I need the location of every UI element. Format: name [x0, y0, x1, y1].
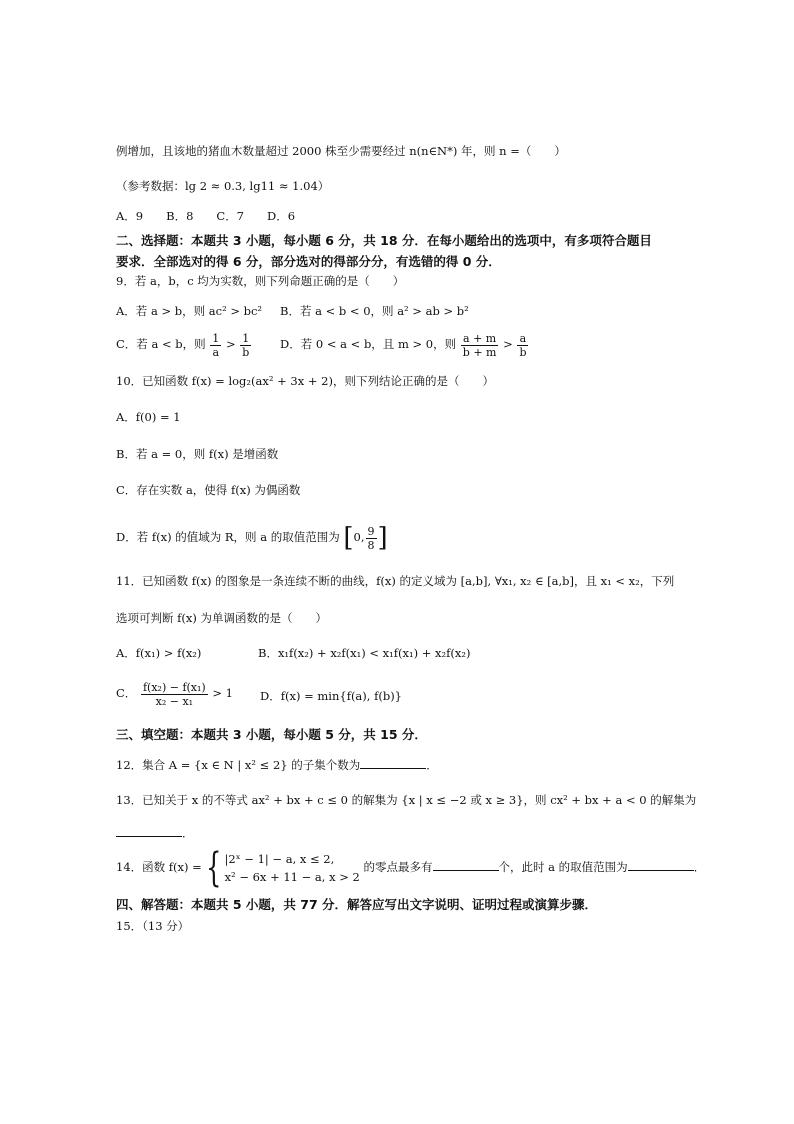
q10-d-right-bracket: ]: [377, 523, 388, 553]
q9-option-b: B．若 a < b < 0，则 a² > ab > b²: [280, 304, 469, 318]
section4-title: 四、解答题：本题共 5 小题，共 77 分．解答应写出文字说明、证明过程或演算步骤．: [116, 897, 598, 912]
q9-c-frac2-den: b: [242, 345, 250, 359]
q9-d-frac1: [461, 332, 499, 359]
q8-stem-tail: 例增加，且该地的猪血木数量超过 2000 株至少需要经过 n(n∈N*) 年，则 n =（ ）: [116, 144, 566, 158]
q13-period: ．: [182, 826, 194, 840]
q9-c-frac1-num: 1: [212, 331, 220, 345]
q14-answer-blank-2[interactable]: [628, 858, 694, 871]
q11-option-d: D．f(x) = min{f(a), f(b)}: [260, 689, 402, 703]
section2-title-line2: 要求．全部选对的得 6 分，部分选对的得部分分，有选错的得 0 分．: [116, 254, 501, 269]
q9-c-frac2: [240, 332, 251, 359]
q11-option-c-label: C．: [116, 686, 137, 700]
q9-c-frac2-num: 1: [240, 332, 251, 346]
section3-title: 三、填空题：本题共 3 小题，每小题 5 分，共 15 分．: [116, 727, 427, 742]
q14-mid: 的零点最多有: [363, 860, 433, 874]
q11-option-a: A．f(x₁) > f(x₂): [116, 646, 202, 660]
q8-reference-data: （参考数据：lg 2 ≈ 0.3, lg11 ≈ 1.04）: [116, 179, 330, 193]
section2-title-line1: 二、选择题：本题共 3 小题，每小题 6 分，共 18 分．在每小题给出的选项中，有多项符合题目: [116, 233, 652, 248]
q9-d-frac2-den: b: [519, 345, 527, 359]
q14-text: 14．函数 f(x) =: [116, 860, 202, 874]
q14-piecewise: [225, 850, 360, 886]
q12-text: 12．集合 A = {x ∈ N | x² ≤ 2} 的子集个数为: [116, 758, 361, 772]
q11-c-frac-den: x₂ − x₁: [155, 694, 194, 708]
q11-option-b: B．x₁f(x₂) + x₂f(x₁) < x₁f(x₁) + x₂f(x₂): [258, 646, 471, 660]
q10-d-left-bracket: [: [343, 523, 354, 553]
q12-answer-blank[interactable]: [360, 756, 426, 769]
q14: [116, 845, 706, 891]
q9-d-frac2-num: a: [517, 332, 528, 346]
q10-option-d: [116, 522, 388, 552]
q14-piece2: x² − 6x + 11 − a, x > 2: [224, 870, 360, 884]
q13-answer-blank[interactable]: [116, 824, 182, 837]
q9-c-frac1: [210, 332, 221, 359]
q14-period: ．: [693, 860, 706, 874]
q12-period: ．: [426, 758, 438, 772]
q9-stem: 9．若 a，b，c 均为实数，则下列命题正确的是（ ）: [116, 274, 405, 288]
q10-d-frac-den: 8: [367, 538, 375, 552]
q9-c-gt: >: [225, 337, 236, 351]
q10-d-frac-num: 9: [367, 524, 375, 538]
q13-line2: [116, 824, 194, 841]
q9-option-c-text: C．若 a < b，则: [116, 337, 206, 351]
q9-d-frac1-num: a + m: [461, 332, 499, 346]
q9-option-d-text: D．若 0 < a < b，且 m > 0，则: [280, 337, 457, 351]
q11-c-frac-num: f(x₂) − f(x₁): [142, 680, 206, 694]
q10-option-a: A．f(0) = 1: [116, 410, 181, 424]
q10-stem: 10．已知函数 f(x) = log₂(ax² + 3x + 2)，则下列结论正确的是（ ）: [116, 374, 494, 388]
q8-options: A．9 B．8 C．7 D．6: [116, 209, 296, 223]
q9-d-frac2: [517, 332, 528, 359]
q10-option-b: B．若 a = 0，则 f(x) 是增函数: [116, 447, 279, 461]
q13-line1: 13．已知关于 x 的不等式 ax² + bx + c ≤ 0 的解集为 {x | x ≤ −2 或 x ≥ 3}，则 cx² + bx + a < 0 的解集为: [116, 793, 697, 807]
q9-option-d: [280, 330, 529, 359]
q9-c-frac1-den: a: [212, 345, 220, 359]
q14-answer-blank-1[interactable]: [433, 858, 499, 871]
q9-d-gt: >: [503, 337, 513, 351]
q10-option-d-text: D．若 f(x) 的值域为 R，则 a 的取值范围为: [116, 530, 340, 544]
q11-stem-line2: 选项可判断 f(x) 为单调函数的是（ ）: [116, 611, 328, 625]
q10-d-frac: [366, 525, 377, 552]
q11-option-c: [116, 678, 233, 708]
q11-c-frac: [141, 681, 208, 708]
q10-d-zero: 0,: [353, 530, 365, 544]
q11-stem-line1: 11．已知函数 f(x) 的图象是一条连续不断的曲线，f(x) 的定义域为 [a,b], ∀x₁, x₂ ∈ [a,b]，且 x₁ < x₂，下列: [116, 574, 675, 588]
q14-mid2: 个，此时 a 的取值范围为: [498, 860, 628, 874]
q14-piece1: |2ˣ − 1| − a, x ≤ 2,: [224, 852, 335, 866]
q9-option-a: A．若 a > b，则 ac² > bc²: [116, 304, 263, 318]
q11-c-post: > 1: [212, 686, 233, 700]
q15-label: 15．（13 分）: [116, 919, 190, 933]
q14-brace-icon: {: [206, 845, 222, 891]
q10-option-c: C．存在实数 a，使得 f(x) 为偶函数: [116, 483, 301, 497]
q9-option-c: [116, 330, 252, 359]
q12: [116, 756, 438, 773]
q9-d-frac1-den: b + m: [462, 345, 497, 359]
